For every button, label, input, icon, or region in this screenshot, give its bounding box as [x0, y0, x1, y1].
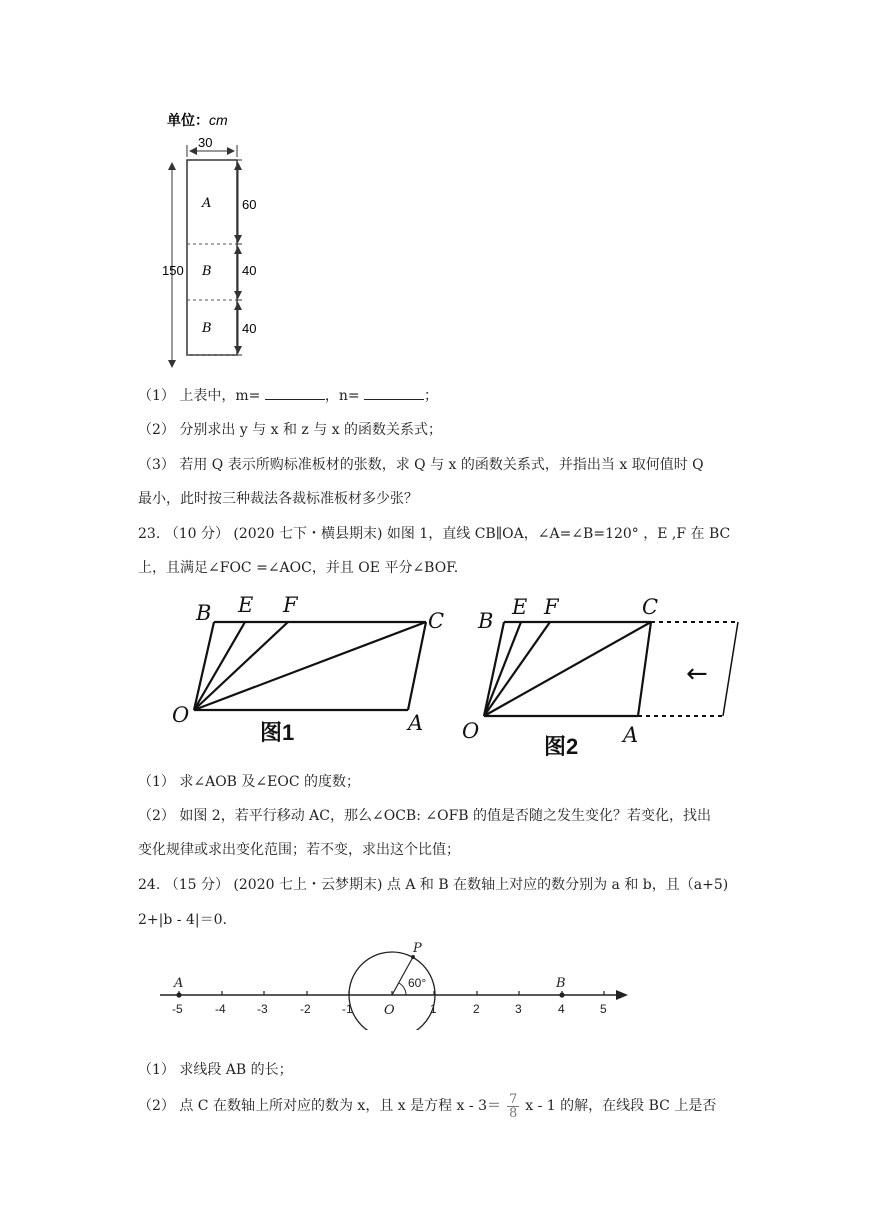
segment-b1-length: 40 — [242, 263, 257, 278]
fig2-label-a: A — [623, 723, 639, 747]
origin-label: O — [384, 1003, 395, 1018]
fig2-label-e: E — [512, 595, 528, 619]
fig1-label-a: A — [408, 711, 424, 735]
q23-header-line1: 23. （10 分） (2020 七下・横县期末) 如图 1，直线 CB∥OA，∠A=∠B=120° ，E ,F 在 BC — [138, 526, 731, 542]
angle-label: 60° — [408, 976, 427, 990]
fig2-label-f: F — [544, 595, 559, 619]
fraction-denominator: 8 — [509, 1105, 518, 1121]
tick-minus3: -3 — [257, 1002, 268, 1016]
tick-3: 3 — [515, 1002, 522, 1016]
tick-2: 2 — [473, 1002, 480, 1016]
q23-part2-line2: 变化规律或求出变化范围；若不变，求出这个比值； — [138, 842, 460, 858]
tick-5: 5 — [600, 1002, 607, 1016]
q24-part2-prefix: （2） 点 C 在数轴上所对应的数为 x，且 x 是方程 x - 3＝ — [138, 1098, 501, 1114]
fig1-caption: 图1 — [260, 720, 295, 745]
fig2-caption: 图2 — [544, 734, 579, 759]
answer-blank-n — [364, 385, 424, 400]
q24-part1: （1） 求线段 AB 的长； — [138, 1062, 293, 1078]
segment-b2-label: B — [202, 321, 212, 336]
q22-part1-suffix: ； — [424, 388, 439, 404]
q23-header-line2: 上，且满足∠FOC =∠AOC，并且 OE 平分∠BOF. — [138, 560, 459, 576]
fig1-label-o: O — [172, 703, 190, 727]
fig1-label-e: E — [238, 593, 254, 617]
q24-header-line2: 2+|b - 4|＝0. — [138, 912, 227, 928]
fig2-label-o: O — [462, 719, 480, 743]
q22-part1 — [138, 385, 438, 406]
number-line-diagram — [150, 935, 640, 1030]
tick-1: 1 — [430, 1002, 437, 1016]
fig2-label-b: B — [478, 609, 494, 633]
fig1-label-f: F — [283, 593, 298, 617]
tick-minus2: -2 — [300, 1002, 311, 1016]
q24-part2-suffix: x - 1 的解，在线段 BC 上是否 — [525, 1098, 717, 1114]
width-label: 30 — [198, 135, 213, 150]
q24-header-line1: 24. （15 分） (2020 七上・云梦期末) 点 A 和 B 在数轴上对应的数分别为 a 和 b，且（a+5) — [138, 877, 729, 893]
q22-part2: （2） 分别求出 y 与 x 和 z 与 x 的函数关系式； — [138, 422, 443, 438]
segment-b2-length: 40 — [242, 321, 257, 336]
fig1-label-b: B — [196, 601, 212, 625]
tick-minus4: -4 — [215, 1002, 226, 1016]
fraction-numerator: 7 — [509, 1091, 518, 1107]
fraction-7-8 — [507, 1093, 519, 1120]
segment-b1-label: B — [202, 264, 212, 279]
figure-2 — [458, 590, 758, 765]
q22-part3-line2: 最小，此时按三种裁法各裁标准板材多少张？ — [138, 491, 418, 507]
q22-part1-prefix: （1） 上表中，m= — [138, 388, 265, 404]
q23-part2-line1: （2） 如图 2，若平行移动 AC，那么∠OCB: ∠OFB 的值是否随之发生变化？若变化，找出 — [138, 808, 712, 824]
board-diagram — [150, 105, 280, 375]
q23-part1: （1） 求∠AOB 及∠EOC 的度数； — [138, 774, 361, 790]
point-a-label: A — [174, 976, 184, 991]
q22-part1-mid: ，n= — [324, 388, 365, 404]
q22-part3-line1: （3） 若用 Q 表示所购标准板材的张数，求 Q 与 x 的函数关系式，并指出当 x 取何值时 Q — [138, 457, 704, 473]
point-p-label: P — [413, 941, 422, 956]
tick-4: 4 — [558, 1002, 565, 1016]
fig2-label-c: C — [642, 595, 659, 619]
fig2-arrow-left-icon: ← — [686, 659, 708, 689]
height-label: 150 — [162, 263, 184, 278]
answer-blank-m — [265, 385, 325, 400]
tick-minus5: -5 — [172, 1002, 183, 1016]
tick-minus1: -1 — [342, 1002, 353, 1016]
segment-a-label: A — [202, 196, 212, 211]
unit-label: 单位：cm — [167, 112, 228, 128]
figure-1 — [168, 590, 453, 750]
fig1-label-c: C — [428, 609, 445, 633]
q24-part2 — [138, 1091, 716, 1121]
point-b-label: B — [556, 976, 566, 991]
segment-a-length: 60 — [242, 197, 257, 212]
